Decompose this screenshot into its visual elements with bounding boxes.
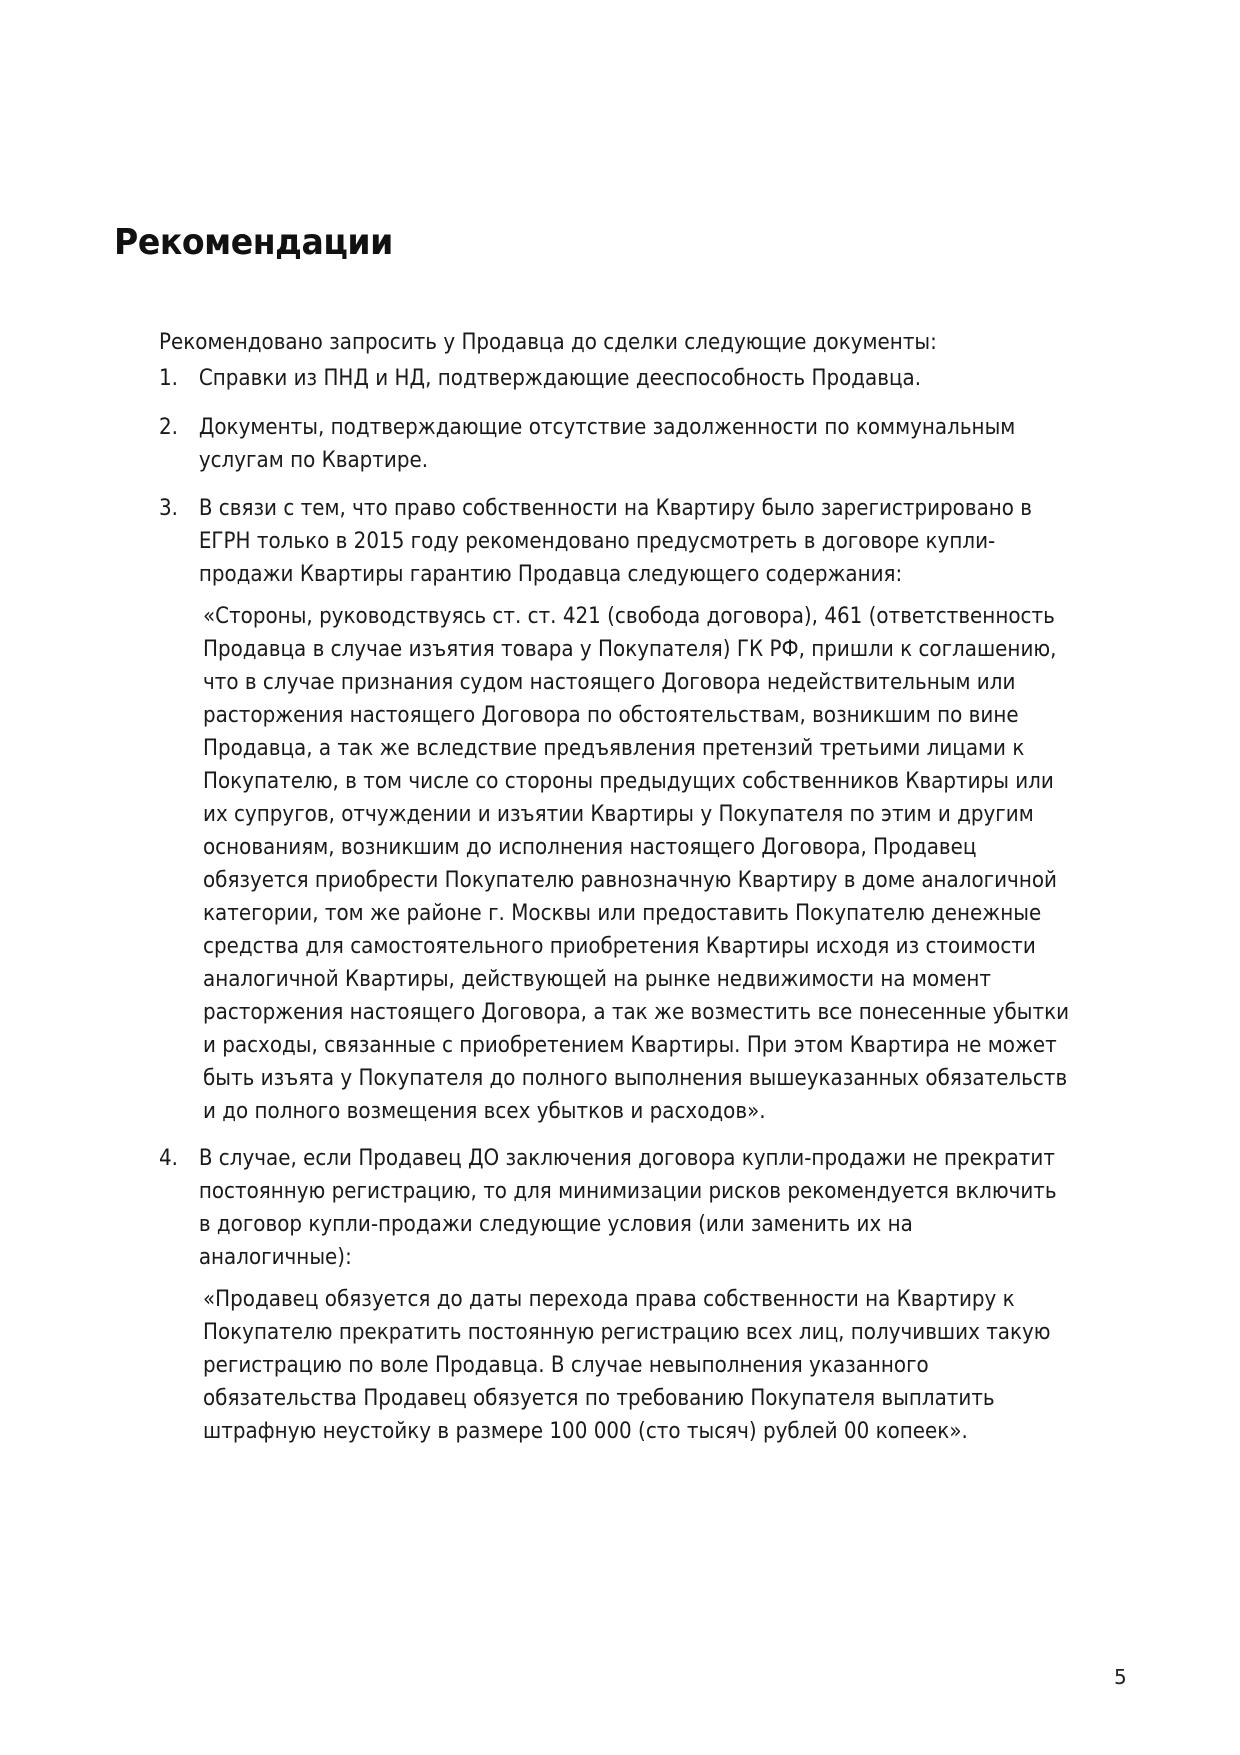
quote-line: регистрацию по воле Продавца. В случае невыполнения указанного	[203, 1353, 929, 1378]
text-line: в договор купли-продажи следующие условия (или заменить их на	[198, 1212, 913, 1237]
guarantee-quote	[203, 600, 1069, 1128]
quote-line: обязательства Продавец обязуется по требованию Покупателя выплатить	[203, 1386, 995, 1411]
text-line: продажи Квартиры гарантию Продавца следующего содержания:	[198, 562, 903, 587]
quote-line: аналогичной Квартиры, действующей на рынке недвижимости на момент	[203, 967, 992, 992]
quote-line: основаниям, возникшим до исполнения настоящего Договора, Продавец	[203, 835, 977, 860]
quote-line: что в случае признания судом настоящего Договора недействительным или	[203, 670, 1016, 695]
list-item-number: 2.	[159, 415, 179, 440]
quote-line: «Продавец обязуется до даты перехода права собственности на Квартиру к	[203, 1287, 1015, 1312]
list-item-text	[199, 492, 1032, 591]
page-title: Рекомендации	[114, 222, 393, 263]
text-line: ЕГРН только в 2015 году рекомендовано предусмотреть в договоре купли-	[198, 529, 996, 554]
quote-line: их супругов, отчуждении и изъятии Квартиры у Покупателя по этим и другим	[203, 802, 1034, 827]
list-item-text	[199, 411, 1016, 477]
quote-line: и расходы, связанные с приобретением Квартиры. При этом Квартира не может	[203, 1033, 1057, 1058]
quote-line: обязуется приобрести Покупателю равнозначную Квартиру в доме аналогичной	[203, 868, 1057, 893]
quote-line: категории, том же районе г. Москвы или предоставить Покупателю денежные	[203, 901, 1042, 926]
text-line: Справки из ПНД и НД, подтверждающие дееспособность Продавца.	[198, 366, 922, 391]
penalty-quote	[203, 1283, 1051, 1448]
list-item-text	[199, 362, 921, 395]
list-item-number: 4.	[159, 1146, 179, 1171]
list-item-text	[199, 1142, 1057, 1274]
quote-line: Продавца, а так же вследствие предъявления претензий третьими лицами к	[203, 736, 1025, 761]
quote-line: Продавца в случае изъятия товара у Покупателя) ГК РФ, пришли к соглашению,	[203, 637, 1057, 662]
quote-line: средства для самостоятельного приобретения Квартиры исходя из стоимости	[203, 934, 1036, 959]
text-line: постоянную регистрацию, то для минимизации рисков рекомендуется включить	[198, 1179, 1057, 1204]
quote-line: быть изъята у Покупателя до полного выполнения вышеуказанных обязательств	[203, 1066, 1068, 1091]
list-item-number: 3.	[159, 496, 179, 521]
quote-line: Покупателю, в том числе со стороны предыдущих собственников Квартиры или	[203, 769, 1054, 794]
quote-line: расторжения настоящего Договора по обстоятельствам, возникшим по вине	[203, 703, 1019, 728]
quote-line: штрафную неустойку в размере 100 000 (сто тысяч) рублей 00 копеек».	[203, 1419, 968, 1444]
quote-line: и до полного возмещения всех убытков и расходов».	[203, 1099, 766, 1124]
quote-line: Покупателю прекратить постоянную регистрацию всех лиц, получивших такую	[203, 1320, 1051, 1345]
text-line: В случае, если Продавец ДО заключения договора купли-продажи не прекратит	[198, 1146, 1055, 1171]
text-line: Документы, подтверждающие отсутствие задолженности по коммунальным	[198, 415, 1016, 440]
text-line: В связи с тем, что право собственности на Квартиру было зарегистрировано в	[198, 496, 1033, 521]
intro-paragraph: Рекомендовано запросить у Продавца до сделки следующие документы:	[159, 330, 937, 355]
quote-line: расторжения настоящего Договора, а так же возместить все понесенные убытки	[203, 1000, 1070, 1025]
text-line: аналогичные):	[198, 1245, 352, 1270]
text-line: услугам по Квартире.	[198, 448, 429, 473]
quote-line: «Стороны, руководствуясь ст. ст. 421 (свобода договора), 461 (ответственность	[203, 604, 1055, 629]
page-number: 5	[1114, 1665, 1127, 1689]
list-item-number: 1.	[159, 366, 179, 391]
